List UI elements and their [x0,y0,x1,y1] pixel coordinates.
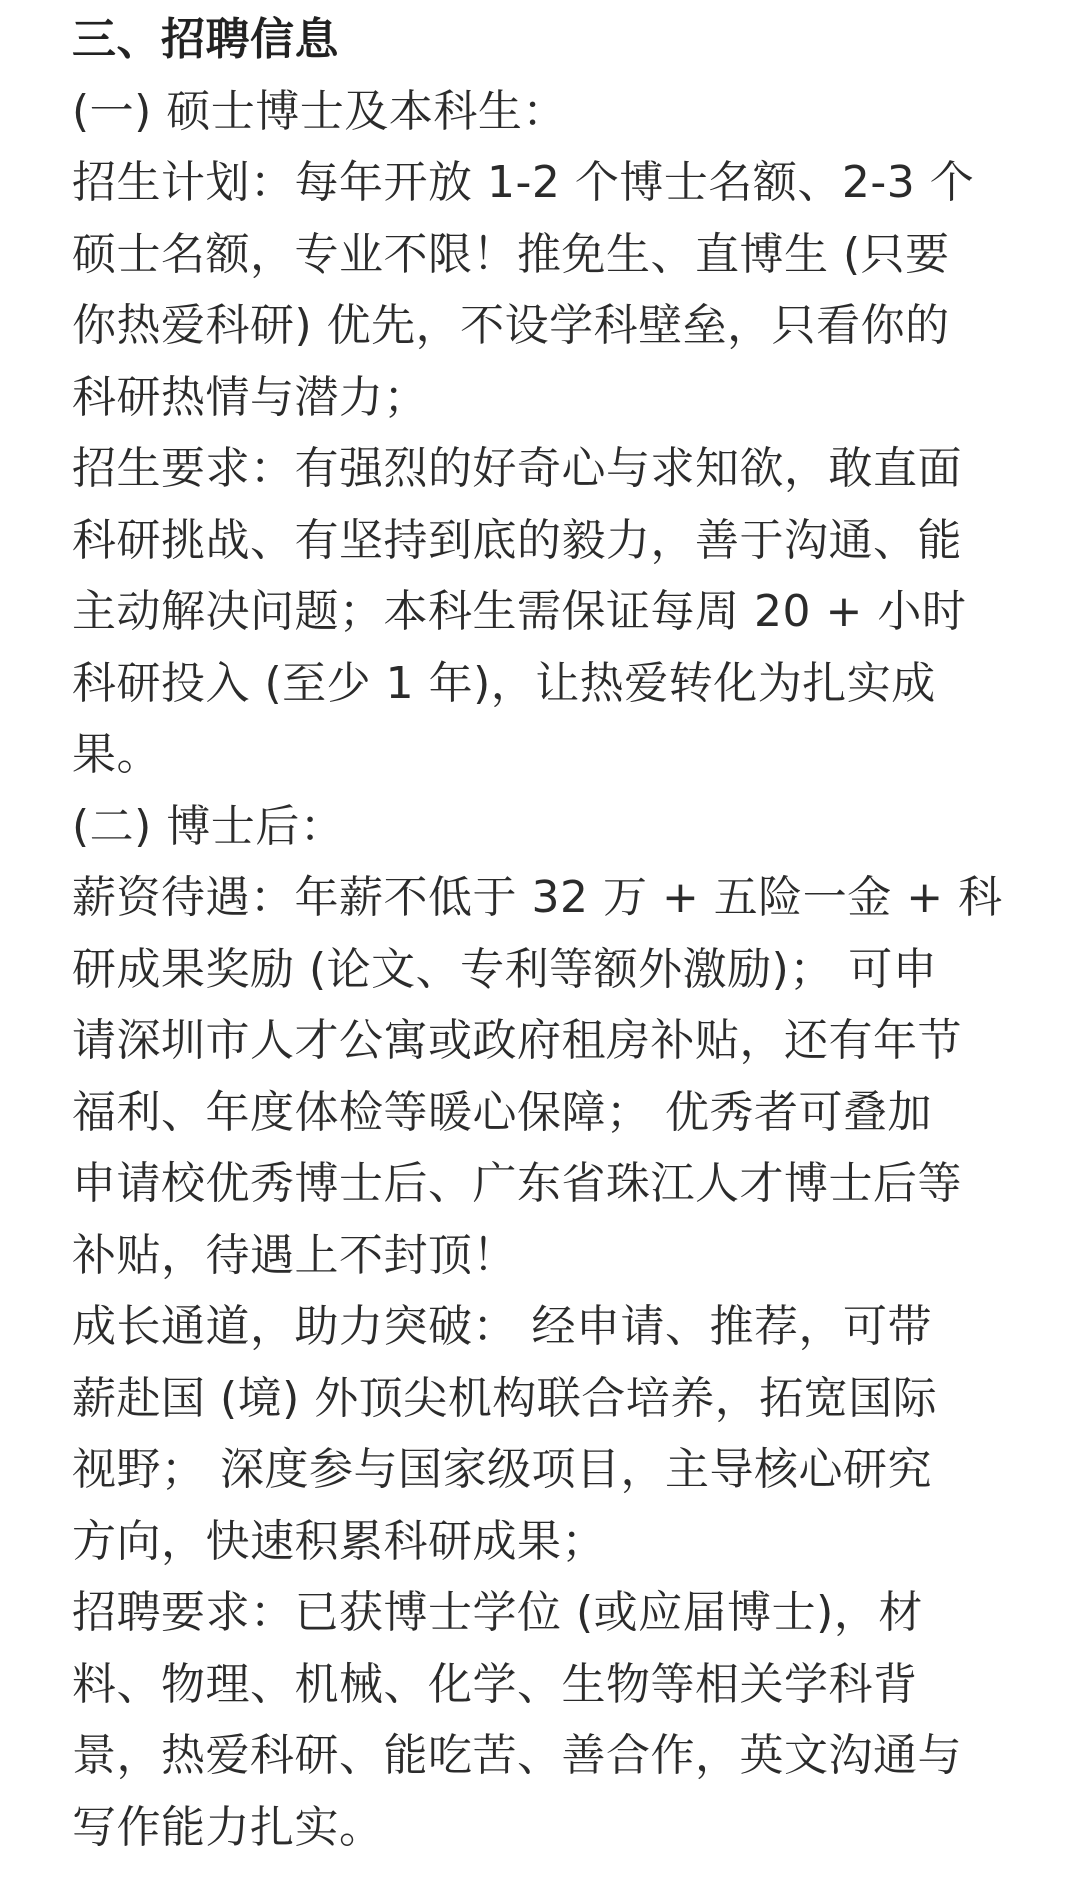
section2-title: (二) 博士后： [72,800,345,852]
salary-line: 薪资待遇：年薪不低于 32 万 + 五险一金 + 科 [72,872,1003,923]
growth-line: 视野； 深度参与国家级项目，主导核心研究 [72,1444,932,1495]
growth-line: 薪赴国 (境) 外顶尖机构联合培养，拓宽国际 [72,1372,938,1424]
section1-title: (一) 硕士博士及本科生： [72,85,567,137]
section-postdoc [72,791,1020,1864]
salary-line: 研成果奖励 (论文、专利等额外激励)； 可申 [72,943,938,995]
enrollment-requirements-line: 科研投入 (至少 1 年)，让热爱转化为扎实成 [72,657,936,709]
postdoc-requirements-line: 写作能力扎实。 [72,1801,384,1853]
enrollment-plan-line: 硕士名额，专业不限！推免生、直博生 (只要 [72,228,950,280]
enrollment-plan-line: 招生计划：每年开放 1-2 个博士名额、2-3 个 [72,157,975,208]
salary-line: 福利、年度体检等暖心保障； 优秀者可叠加 [72,1086,932,1138]
enrollment-requirements-line: 主动解决问题；本科生需保证每周 20 + 小时 [72,586,967,637]
enrollment-requirements-line: 果。 [72,729,161,780]
enrollment-plan-line: 科研热情与潜力； [72,371,428,423]
salary-paragraph [72,862,1020,1291]
salary-line: 申请校优秀博士后、广东省珠江人才博士后等 [72,1158,962,1209]
growth-line: 成长通道，助力突破： 经申请、推荐，可带 [72,1301,932,1352]
postdoc-requirements-line: 料、物理、机械、化学、生物等相关学科背 [72,1658,918,1710]
enrollment-plan-paragraph [72,147,1020,433]
postdoc-requirements-line: 招聘要求：已获博士学位 (或应届博士)，材 [72,1587,923,1638]
enrollment-plan-line: 你热爱科研) 优先，不设学科壁垒，只看你的 [72,300,950,351]
enrollment-requirements-paragraph [72,433,1020,791]
postdoc-requirements-paragraph [72,1577,1020,1863]
growth-paragraph [72,1291,1020,1577]
growth-line: 方向，快速积累科研成果； [72,1515,606,1567]
salary-line: 补贴，待遇上不封顶！ [72,1229,517,1281]
section-heading: 三、招聘信息 [72,14,339,65]
enrollment-requirements-line: 招生要求：有强烈的好奇心与求知欲，敢直面 [72,443,962,494]
salary-line: 请深圳市人才公寓或政府租房补贴，还有年节 [72,1015,962,1066]
section-masters-phd-undergrad [72,76,1020,791]
enrollment-requirements-line: 科研挑战、有坚持到底的毅力，善于沟通、能 [72,514,962,566]
postdoc-requirements-line: 景，热爱科研、能吃苦、善合作，英文沟通与 [72,1730,962,1781]
